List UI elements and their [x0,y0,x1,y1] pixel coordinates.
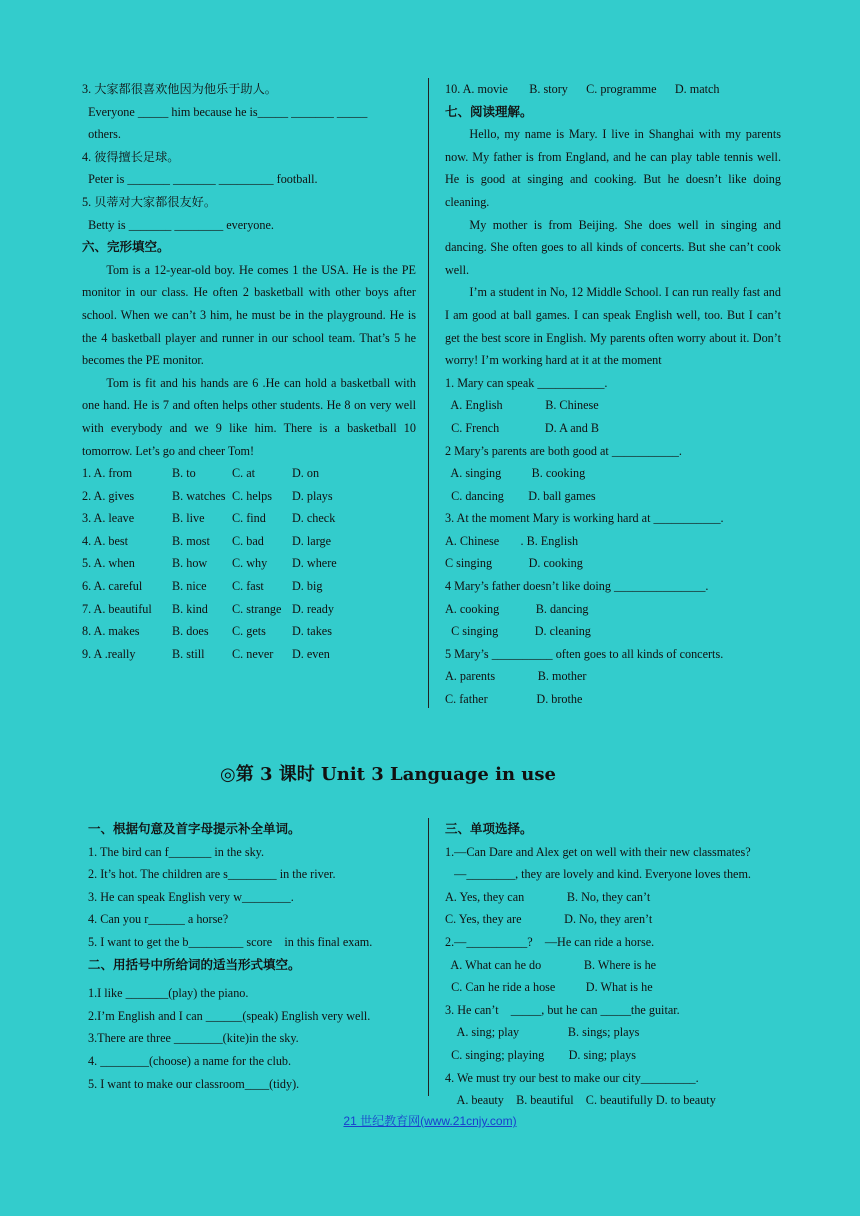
option-text: C. why [232,556,268,571]
option-text: B. still [172,646,205,661]
question-line: C. Can he ride a hose D. What is he [445,980,653,995]
exercise-line: 3. He can speak English very w________. [88,889,294,904]
option-row [82,575,416,598]
option-row [82,643,416,666]
exercise-line: 2. It’s hot. The children are s________ in the river. [88,867,336,882]
option-text: B. does [172,624,209,639]
option-text: B. how [172,556,208,571]
section-heading: 七、阅读理解。 [445,103,533,119]
option-text: 1. A. from [82,466,133,481]
question-line: 1. Mary can speak ___________. [445,375,608,390]
option-row [82,552,416,575]
section-heading: 二、用括号中所给词的适当形式填空。 [88,956,301,972]
line: Betty is _______ ________ everyone. [82,217,274,232]
right-top-column [445,78,781,711]
question-line: C singing D. cooking [445,556,583,571]
option-text: 4. A. best [82,533,129,548]
question-line: A. Chinese . B. English [445,533,579,548]
question-line: C. French D. A and B [445,420,600,435]
question-line: 3. He can’t _____, but he can _____the guitar. [445,1002,680,1017]
section-heading: 三、单项选择。 [445,821,533,836]
question-line: C. singing; playing D. sing; plays [445,1047,636,1062]
option-text: D. takes [292,624,332,639]
left-top-column [82,78,416,665]
option-line: 10. A. movie B. story C. programme D. match [445,82,720,96]
question-line: A. parents B. mother [445,669,587,684]
option-text: D. even [292,646,330,661]
reading-paragraph: Hello, my name is Mary. I live in Shanghai with my parents now. My father is from England, and he can play table tennis well. He is good at singing and cooking. But he doesn’t like doing cleaning. [445,127,781,209]
section-heading: 一、根据句意及首字母提示补全单词。 [88,821,301,836]
question-line: 4 Mary’s father doesn’t like doing _______________. [445,579,709,594]
exercise-line: 2.I’m English and I can ______(speak) English very well. [88,1008,371,1023]
question-line: —________, they are lovely and kind. Everyone loves them. [445,867,751,882]
reading-paragraph: My mother is from Beijing. She does well in singing and dancing. She often goes to all kinds of concerts. But she can’t cook well. [445,217,781,277]
option-text: D. ready [292,601,334,616]
lesson-title: ◎第 3 课时 Unit 3 Language in use [220,764,556,785]
exercise-line: 1. The bird can f_______ in the sky. [88,844,265,859]
option-text: 7. A. beautiful [82,601,152,616]
exercise-line: 4. Can you r______ a horse? [88,912,229,927]
question-line: 2 Mary’s parents are both good at ___________. [445,443,682,458]
option-text: 5. A. when [82,556,135,571]
section-heading: 六、完形填空。 [82,239,170,255]
option-text: C. helps [232,488,272,503]
exercise-line: 1.I like _______(play) the piano. [88,986,249,1001]
option-text: D. check [292,511,336,526]
option-row [82,598,416,621]
footer-link[interactable]: 21 世纪教育网(www.21cnjy.com) [343,1114,517,1128]
option-text: B. watches [172,488,226,503]
option-text: B. live [172,511,205,526]
cloze-options [82,462,416,665]
line: Peter is _______ _______ _________ football. [82,172,318,187]
option-text: 3. A. leave [82,511,135,526]
option-text: 8. A. makes [82,624,140,639]
cloze-paragraph: Tom is a 12-year-old boy. He comes 1 the USA. He is the PE monitor in our class. He often 2 basketball with other boys after school. When we can’t 3 him, he must be in the playground. He is the 4 basketball player and runner in our school team. That’s 5 he becomes the PE monitor. [82,262,416,368]
question-line: 5 Mary’s __________ often goes to all kinds of concerts. [445,646,724,661]
option-text: C. bad [232,533,264,548]
line: 4. 彼得擅长足球。 [82,149,180,164]
option-text: C. find [232,511,266,526]
question-line: C. Yes, they are D. No, they aren’t [445,912,653,927]
question-line: 3. At the moment Mary is working hard at ___________. [445,511,724,526]
option-text: D. large [292,533,332,548]
option-text: C. gets [232,624,266,639]
exercise-line: 4. ________(choose) a name for the club. [88,1053,292,1068]
question-line: 2.—__________? —He can ride a horse. [445,934,655,949]
question-line: C. father D. brothe [445,692,583,707]
option-row [82,507,416,530]
line: others. [82,127,121,142]
question-line: A. Yes, they can B. No, they can’t [445,889,651,904]
question-line: A. beauty B. beautiful C. beautifully D. to beauty [445,1093,716,1108]
column-divider [428,818,429,1096]
line: Everyone _____ him because he is_____ _______ _____ [82,104,368,119]
option-text: C. at [232,466,256,481]
option-text: B. most [172,533,210,548]
option-row [82,530,416,553]
question-line: 1.—Can Dare and Alex get on well with their new classmates? [445,844,751,859]
question-line: A. cooking B. dancing [445,601,589,616]
column-divider [428,78,429,708]
question-line: C. dancing D. ball games [445,488,596,503]
exercise-line: 5. I want to get the b_________ score in this final exam. [88,934,373,949]
option-row [82,620,416,643]
option-text: B. nice [172,579,207,594]
option-text: D. plays [292,488,333,503]
exercise-line: 3.There are three ________(kite)in the sky. [88,1031,299,1046]
reading-paragraph: I’m a student in No, 12 Middle School. I can run really fast and I am good at ball games. I can speak English well, too. But I can’t get the best score in English. My parents often worry about it. Don’t worry! I’m working hard at it at the moment [445,285,781,368]
line: 5. 贝蒂对大家都很友好。 [82,194,217,209]
cloze-paragraph: Tom is fit and his hands are 6 .He can hold a basketball with one hand. He is 7 and often helps other students. He 8 on very well with everybody and we 9 like him. There is a basketball 10 tomorrow. Let’s go and cheer Tom! [82,375,416,458]
option-text: B. to [172,466,196,481]
question-line: A. singing B. cooking [445,466,586,481]
option-text: 9. A .really [82,646,136,661]
question-line: A. English B. Chinese [445,398,599,413]
line: 3. 大家都很喜欢他因为他乐于助人。 [82,82,277,96]
exercise-line: 5. I want to make our classroom____(tidy). [88,1076,300,1091]
option-row [82,462,416,485]
option-text: C. strange [232,601,282,616]
option-text: C. fast [232,579,264,594]
question-line: C singing D. cleaning [445,624,591,639]
option-text: B. kind [172,601,208,616]
right-bottom-column [445,818,785,1112]
option-row [82,485,416,508]
option-text: D. on [292,466,320,481]
question-line: A. What can he do B. Where is he [445,957,657,972]
option-text: 6. A. careful [82,579,143,594]
left-bottom-column [88,818,418,1095]
question-line: A. sing; play B. sings; plays [445,1025,640,1040]
option-text: D. big [292,579,323,594]
option-text: D. where [292,556,337,571]
question-line: 4. We must try our best to make our city_________. [445,1070,699,1085]
option-text: C. never [232,646,274,661]
option-text: 2. A. gives [82,488,135,503]
